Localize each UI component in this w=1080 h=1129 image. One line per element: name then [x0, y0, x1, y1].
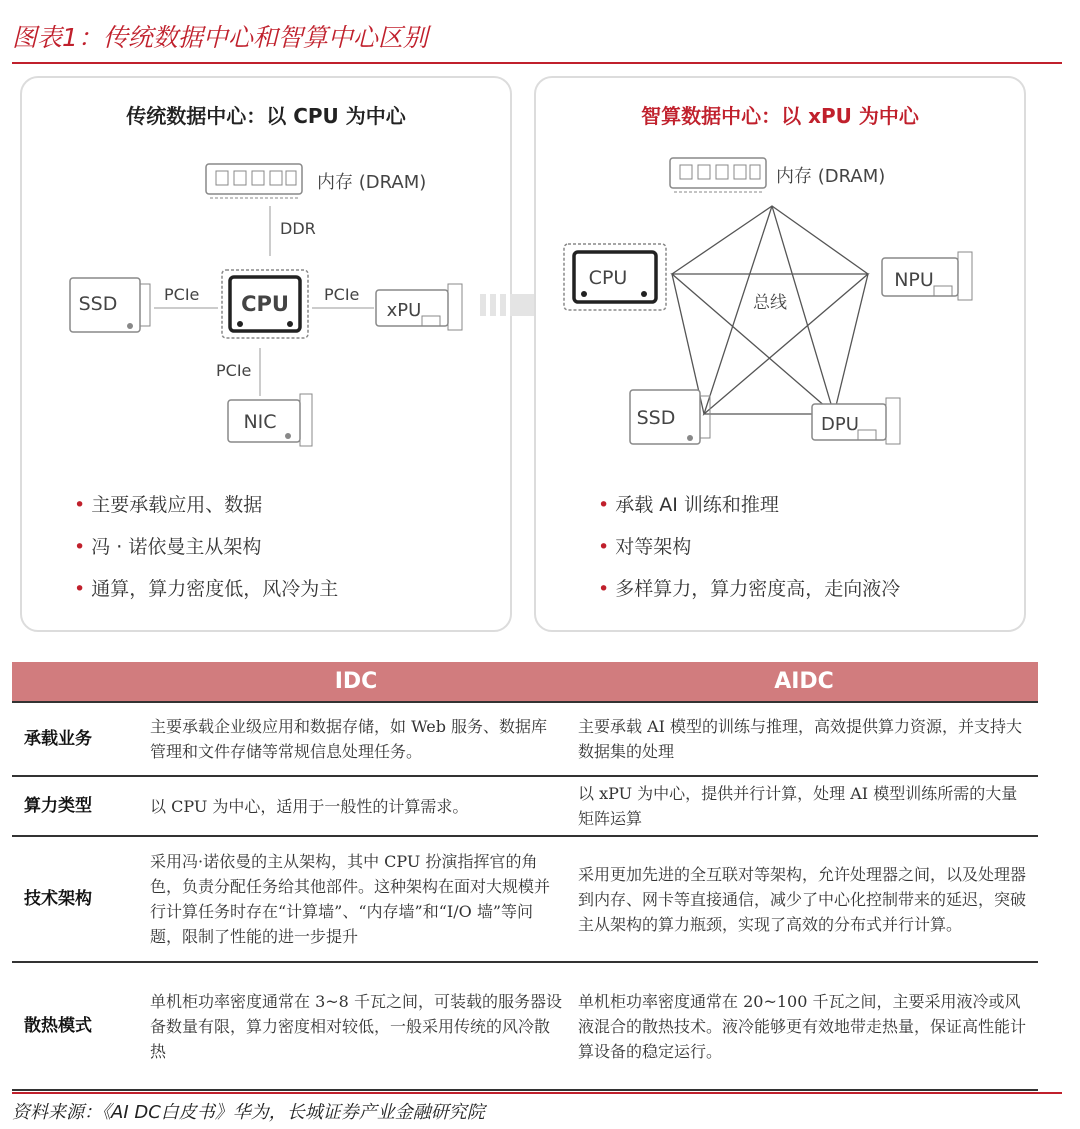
memory-label: 内存 (DRAM): [776, 166, 886, 187]
ssd-label: SSD: [636, 407, 676, 429]
pcie-bottom-label: PCIe: [216, 361, 252, 380]
xpu-label: xPU: [386, 300, 422, 321]
ssd-label: SSD: [78, 293, 118, 315]
memory-icon: [670, 158, 766, 192]
table-row: [12, 962, 1038, 1090]
idc-cell: 单机柜功率密度通常在 3~8 千瓦之间，可装载的服务器设备数量有限，算力密度相对较低，一般采用传统的风冷散热: [142, 962, 570, 1090]
left-bullets: [74, 490, 338, 616]
table-header-idc: IDC: [142, 662, 570, 702]
comparison-table: [12, 662, 1038, 1091]
cpu-label: CPU: [241, 292, 289, 316]
idc-cell: 以 CPU 为中心，适用于一般性的计算需求。: [142, 776, 570, 836]
row-label: 算力类型: [12, 776, 142, 836]
aidc-cell: 采用更加先进的全互联对等架构，允许处理器之间，以及处理器到内存、网卡等直接通信，减少了中心化控制带来的延迟，突破主从架构的算力瓶颈，实现了高效的分布式并行计算。: [570, 836, 1038, 962]
table-row: [12, 702, 1038, 776]
aidc-cell: 单机柜功率密度通常在 20~100 千瓦之间，主要采用液冷或风液混合的散热技术。液冷能够更有效地带走热量，保证高性能计算设备的稳定运行。: [570, 962, 1038, 1090]
right-diagram: [536, 78, 1028, 488]
memory-label: 内存 (DRAM): [317, 172, 427, 193]
row-label: 承载业务: [12, 702, 142, 776]
dpu-label: DPU: [821, 414, 859, 435]
ddr-label: DDR: [280, 219, 316, 238]
title-rule: [12, 62, 1062, 64]
aidc-cell: 主要承载 AI 模型的训练与推理，高效提供算力资源，并支持大数据集的处理: [570, 702, 1038, 776]
figure-title: 图表1：传统数据中心和智算中心区别: [12, 23, 428, 52]
right-panel-title: 智算数据中心：以 xPU 为中心: [641, 104, 919, 128]
pcie-right-label: PCIe: [324, 285, 360, 304]
source-note: 资料来源：《AI DC白皮书》华为，长城证券产业金融研究院: [12, 1102, 485, 1123]
left-diagram: [22, 78, 514, 488]
left-panel: [20, 76, 512, 632]
nic-label: NIC: [243, 411, 277, 433]
right-bullet: • 多样算力，算力密度高，走向液冷: [598, 574, 900, 616]
table-header-row: [12, 662, 1038, 702]
table-row: [12, 836, 1038, 962]
idc-cell: 采用冯·诺依曼的主从架构，其中 CPU 扮演指挥官的角色，负责分配任务给其他部件。这种架构在面对大规模并行计算任务时存在“计算墙”、“内存墙”和“I/O 墙”等问题，限制了性能的进一步提升: [142, 836, 570, 962]
left-bullet: • 通算，算力密度低，风冷为主: [74, 574, 338, 616]
left-panel-title: 传统数据中心：以 CPU 为中心: [126, 104, 406, 128]
source-rule: [12, 1092, 1062, 1094]
right-panel: [534, 76, 1026, 632]
row-label: 技术架构: [12, 836, 142, 962]
pcie-left-label: PCIe: [164, 285, 200, 304]
right-bullet: • 对等架构: [598, 532, 900, 574]
memory-icon: [206, 164, 302, 198]
table-header-aidc: AIDC: [570, 662, 1038, 702]
left-bullet: • 冯 · 诺依曼主从架构: [74, 532, 338, 574]
cpu-label: CPU: [588, 267, 628, 289]
right-bullets: [598, 490, 900, 616]
npu-label: NPU: [894, 269, 934, 291]
row-label: 散热模式: [12, 962, 142, 1090]
right-bullet: • 承载 AI 训练和推理: [598, 490, 900, 532]
table-header-empty: [12, 662, 142, 702]
table-row: [12, 776, 1038, 836]
idc-cell: 主要承载企业级应用和数据存储，如 Web 服务、数据库管理和文件存储等常规信息处理任务。: [142, 702, 570, 776]
bus-label: 总线: [753, 293, 787, 313]
aidc-cell: 以 xPU 为中心，提供并行计算，处理 AI 模型训练所需的大量矩阵运算: [570, 776, 1038, 836]
left-bullet: • 主要承载应用、数据: [74, 490, 338, 532]
